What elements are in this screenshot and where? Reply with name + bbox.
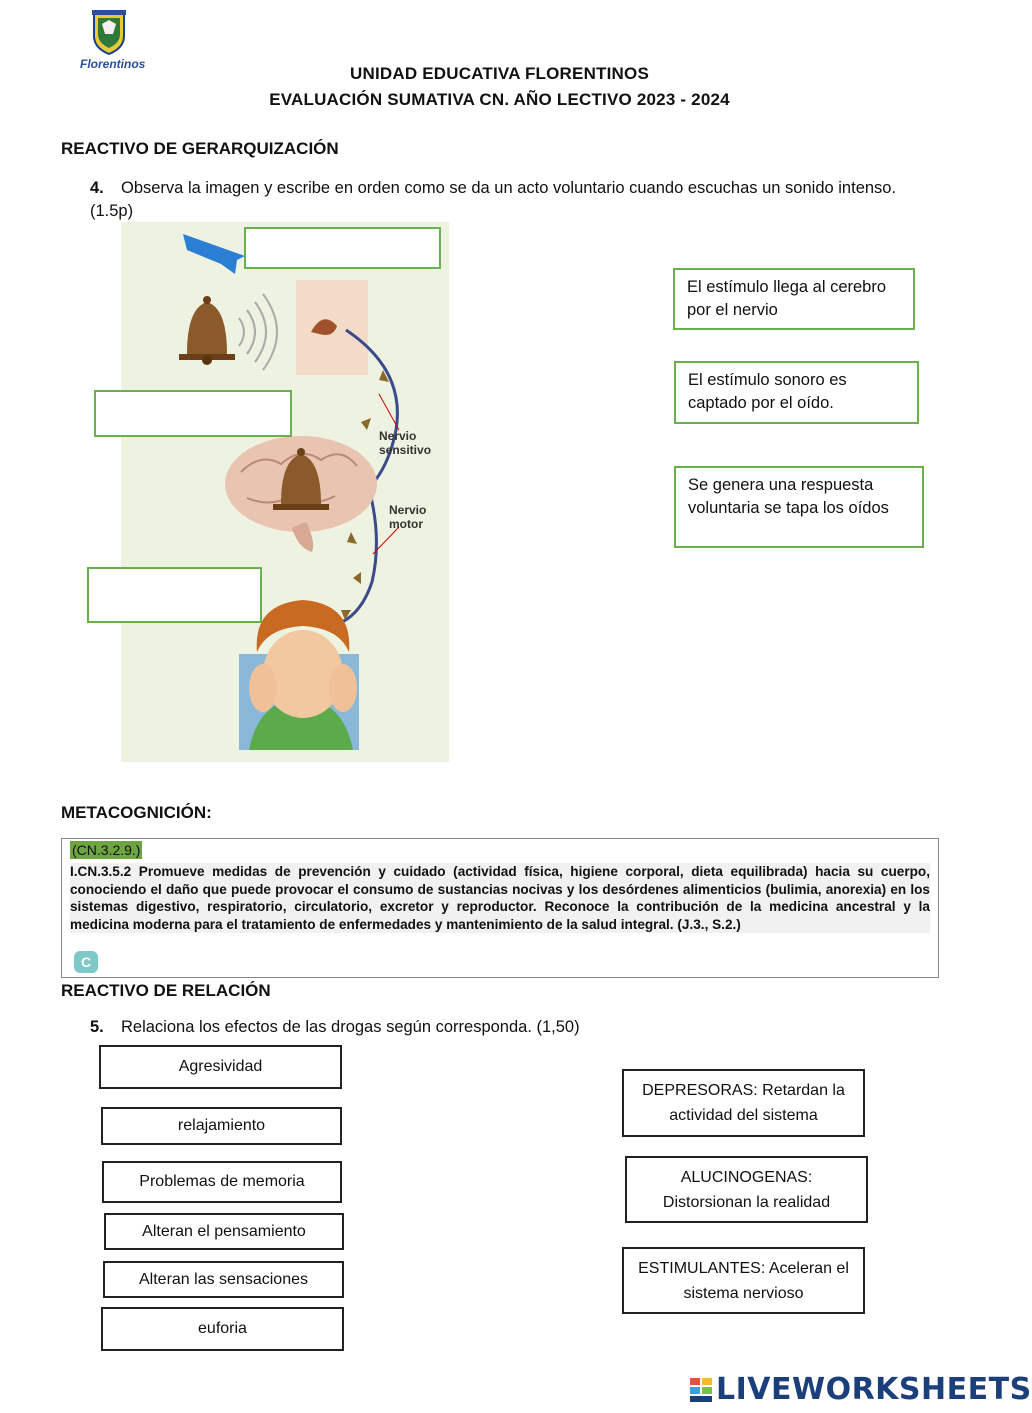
category-depresoras[interactable]: DEPRESORAS: Retardan la actividad del sistema (622, 1069, 865, 1137)
question-4 (90, 177, 930, 223)
school-logo (78, 8, 146, 72)
section-title-metacognition: METACOGNICIÓN: (61, 803, 212, 822)
c-badge-icon: C (74, 951, 98, 973)
metacognition-box (61, 838, 939, 978)
section-title-hierarchy: REACTIVO DE GERARQUIZACIÓN (61, 139, 339, 158)
skill-code: (CN.3.2.9.) (72, 842, 141, 858)
effect-euforia[interactable]: euforia (101, 1307, 344, 1351)
effect-agresividad[interactable]: Agresividad (99, 1045, 342, 1089)
option-response[interactable]: Se genera una respuesta voluntaria se tapa los oídos (674, 466, 924, 548)
school-title: UNIDAD EDUCATIVA FLORENTINOS (350, 64, 649, 83)
exam-title: EVALUACIÓN SUMATIVA CN. AÑO LECTIVO 2023 - 2024 (269, 90, 730, 109)
effect-sensaciones[interactable]: Alteran las sensaciones (103, 1261, 344, 1298)
answer-box-3[interactable] (87, 567, 262, 623)
category-estimulantes[interactable]: ESTIMULANTES: Aceleran el sistema nervioso (622, 1247, 865, 1314)
option-nerve[interactable]: El estímulo llega al cerebro por el nervio (673, 268, 915, 330)
effect-relajamiento[interactable]: relajamiento (101, 1107, 342, 1145)
label-nerve-sensitive-1: Nervio (379, 429, 417, 443)
question-5 (90, 1016, 930, 1039)
blue-arrow-icon (183, 234, 245, 274)
label-nerve-motor-2: motor (389, 517, 423, 531)
answer-box-2[interactable] (94, 390, 292, 437)
question-number: 4. (90, 179, 104, 197)
question-text: Relaciona los efectos de las drogas según corresponda. (1,50) (121, 1018, 580, 1036)
label-nerve-motor-1: Nervio (389, 503, 427, 517)
effect-memoria[interactable]: Problemas de memoria (102, 1161, 342, 1203)
option-ear[interactable]: El estímulo sonoro es captado por el oído. (674, 361, 919, 424)
effect-pensamiento[interactable]: Alteran el pensamiento (104, 1213, 344, 1250)
bell-icon (179, 296, 235, 365)
category-alucinogenas[interactable]: ALUCINOGENAS: Distorsionan la realidad (625, 1156, 868, 1223)
question-number: 5. (90, 1018, 104, 1036)
question-text: Observa la imagen y escribe en orden como se da un acto voluntario cuando escuchas un sonido intenso. (1.5p) (90, 179, 897, 220)
liveworksheets-brand: LIVEWORKSHEETS (716, 1372, 1032, 1407)
svg-text:Florentinos: Florentinos (80, 57, 146, 71)
section-title-relation: REACTIVO DE RELACIÓN (61, 981, 271, 1000)
liveworksheets-logo-icon (690, 1378, 712, 1402)
answer-box-1[interactable] (244, 227, 441, 269)
label-nerve-sensitive-2: sensitivo (379, 443, 432, 457)
hearing-illustration (121, 222, 449, 762)
indicator-text: I.CN.3.5.2 Promueve medidas de prevención y cuidado (actividad física, higiene corporal, dieta equilibrada) hacia su cuerpo, conociendo el daño que puede provocar el consumo de sustancias nocivas y los desórdenes alimenticios (bulimia, anorexia) en los sistemas digestivo, respiratorio, circulatorio, excretor y reproductor. Reconoce la contribución de la medicina ancestral y la medicina moderna para el tratamiento de enfermedades y mantenimiento de la salud integral. (J.3., S.2.) (70, 864, 930, 932)
